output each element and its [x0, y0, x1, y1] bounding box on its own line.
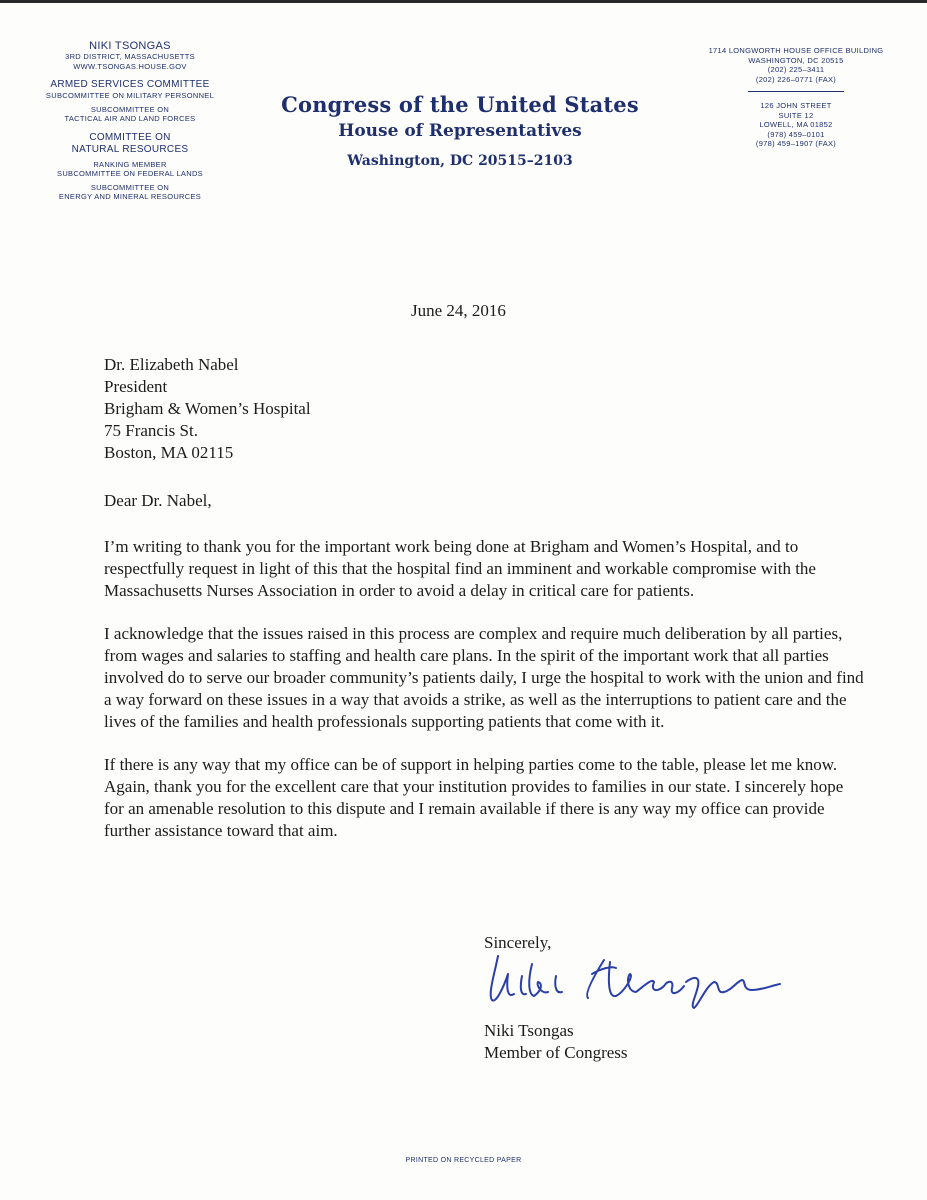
dc-office-line: (202) 225–3411 — [767, 65, 825, 74]
subcommittee-energy-line2: ENERGY AND MINERAL RESOURCES — [58, 192, 202, 201]
office-divider — [748, 91, 844, 92]
subcommittee-federal-lands: SUBCOMMITTEE ON FEDERAL LANDS — [57, 169, 203, 178]
salutation: Dear Dr. Nabel, — [104, 491, 212, 510]
recycled-paper-footer: PRINTED ON RECYCLED PAPER — [405, 1157, 522, 1164]
recipient-line: President — [104, 377, 168, 396]
subcommittee-tactical-line1: SUBCOMMITTEE ON — [90, 104, 170, 114]
letter-date: June 24, 2016 — [411, 301, 506, 320]
dc-office-line: WASHINGTON, DC 20515 — [748, 55, 844, 65]
dc-office-line: (202) 226–0771 (FAX) — [755, 74, 837, 84]
subcommittee-military-personnel: SUBCOMMITTEE ON MILITARY PERSONNEL — [45, 91, 215, 100]
closing: Sincerely, — [484, 933, 552, 952]
body-paragraph: I acknowledge that the issues raised in this process are complex and require much deliberation by all parties, from wages and salaries to staffing and health care plans. In the spirit of the important work that all parties involved do to serve our broader community’s patients daily, I urge the hospital to work with the union and find a way forward on these issues in a way that avoids a strike, as well as the interruptions to patient care and the lives of the families and health professionals supporting patients that come with it. — [104, 624, 864, 731]
letterhead-left-column — [30, 40, 230, 202]
recipient-line: Brigham & Women’s Hospital — [104, 399, 311, 418]
dc-office-line: 1714 LONGWORTH HOUSE OFFICE BUILDING — [708, 46, 884, 55]
member-name: NIKI TSONGAS — [89, 40, 171, 52]
letterhead-center — [270, 92, 650, 169]
signer-title: Member of Congress — [484, 1043, 628, 1062]
website-line: WWW.TSONGAS.HOUSE.GOV — [73, 61, 187, 71]
page-top-rule — [0, 0, 927, 3]
committee-natural-resources-line1: COMMITTEE ON — [89, 131, 171, 143]
washington-address-heading: Washington, DC 20515–2103 — [347, 153, 573, 169]
district-office-line: 126 JOHN STREET — [760, 101, 832, 110]
district-office-line: LOWELL, MA 01852 — [759, 120, 833, 129]
house-heading: House of Representatives — [338, 121, 582, 141]
letterhead-right-column — [682, 46, 910, 149]
district-office-line: SUITE 12 — [778, 110, 814, 120]
signer-name: Niki Tsongas — [484, 1021, 574, 1040]
committee-natural-resources-line2: NATURAL RESOURCES — [71, 143, 189, 155]
recipient-address — [104, 354, 311, 464]
body-paragraph: I’m writing to thank you for the important work being done at Brigham and Women’s Hospital, and to respectfully request in light of this that the hospital find an imminent and workable compromise with the Massachusetts Nurses Association in order to avoid a delay in critical care for patients. — [104, 537, 816, 600]
ranking-member-line: RANKING MEMBER — [93, 159, 167, 169]
committee-armed-services: ARMED SERVICES COMMITTEE — [50, 79, 210, 90]
district-office-line: (978) 459–0101 — [767, 129, 825, 139]
subcommittee-energy-line1: SUBCOMMITTEE ON — [90, 182, 170, 192]
signer-block — [484, 1020, 628, 1064]
recipient-line: Boston, MA 02115 — [104, 443, 234, 462]
district-line: 3RD DISTRICT, MASSACHUSETTS — [65, 52, 195, 61]
body-paragraph: If there is any way that my office can be of support in helping parties come to the table, please let me know. Again, thank you for the excellent care that your institution provides to families in our state. I sincerely hope for an amenable resolution to this dispute and I remain available if there is any way my office can provide further assistance toward that aim. — [104, 755, 844, 840]
recipient-line: Dr. Elizabeth Nabel — [104, 355, 239, 374]
letter-body — [104, 536, 864, 863]
congress-heading: Congress of the United States — [281, 92, 639, 117]
recipient-line: 75 Francis St. — [104, 421, 198, 440]
subcommittee-tactical-line2: TACTICAL AIR AND LAND FORCES — [64, 114, 196, 123]
district-office-line: (978) 459–1907 (FAX) — [755, 139, 837, 148]
handwritten-signature — [484, 946, 804, 1010]
